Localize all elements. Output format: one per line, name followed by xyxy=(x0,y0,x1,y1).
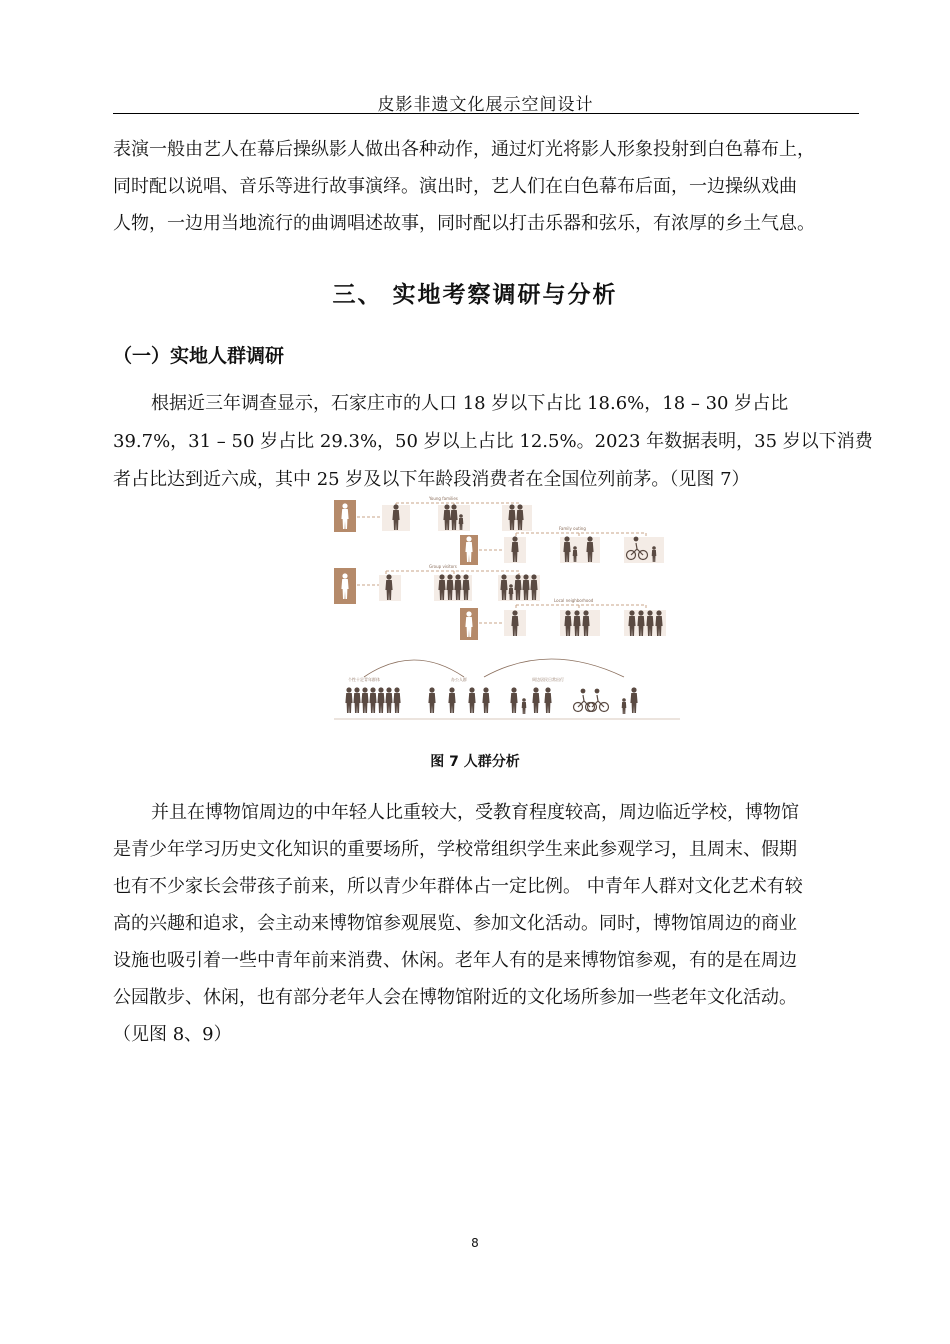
survey-line: 39.7%，31 – 50 岁占比 29.3%，50 岁以上占比 12.5%。2023 年数据表明，35 岁以下消费 xyxy=(113,431,873,452)
intro-paragraph xyxy=(113,131,863,242)
analysis-line: 并且在博物馆周边的中年轻人比重较大，受教育程度较高，周边临近学校，博物馆 xyxy=(151,802,799,823)
figure-label: 办公人群 xyxy=(451,677,467,682)
survey-line: 根据近三年调查显示，石家庄市的人口 18 岁以下占比 18.6%，18 – 30 岁占比 xyxy=(151,393,789,414)
portrait-group xyxy=(334,568,356,604)
portrait-local xyxy=(460,608,478,640)
header-rule xyxy=(113,113,859,114)
section-heading: 三、 实地考察调研与分析 xyxy=(332,282,618,308)
figure-label: Young families xyxy=(429,496,458,501)
portrait-family xyxy=(460,535,478,565)
crowd-row-1 xyxy=(382,504,532,531)
crowd-row-2 xyxy=(504,536,664,563)
figure-label: Family outing xyxy=(559,526,586,531)
analysis-line: 设施也吸引着一些中青年前来消费、休闲。老年人有的是来博物馆参观，有的是在周边 xyxy=(113,950,797,971)
intro-line: 人物，一边用当地流行的曲调唱述故事，同时配以打击乐器和弦乐，有浓厚的乡土气息。 xyxy=(113,213,815,234)
figure-caption: 图 7 人群分析 xyxy=(430,754,520,770)
survey-line: 者占比达到近六成，其中 25 岁及以下年龄段消费者在全国位列前茅。（见图 7） xyxy=(113,469,750,490)
bottom-arcs xyxy=(364,659,624,677)
analysis-line: 是青少年学习历史文化知识的重要场所，学校常组织学生来此参观学习，且周末、假期 xyxy=(113,839,797,860)
intro-line: 同时配以说唱、音乐等进行故事演绎。演出时，艺人们在白色幕布后面，一边操纵戏曲 xyxy=(113,176,797,197)
analysis-paragraph xyxy=(113,794,863,1053)
crowd-row-4 xyxy=(504,610,666,636)
analysis-line: （见图 8、9） xyxy=(113,1024,232,1045)
portrait-young xyxy=(334,500,356,532)
survey-paragraph xyxy=(113,385,873,499)
figure-label: 周边居民日常出行 xyxy=(532,677,564,682)
running-header: 皮影非遗文化展示空间设计 xyxy=(377,95,594,115)
bottom-crowd xyxy=(345,687,637,714)
figure-label: Local neighborhood xyxy=(554,598,594,603)
analysis-line: 也有不少家长会带孩子前来，所以青少年群体占一定比例。 中青年人群对文化艺术有较 xyxy=(113,876,803,897)
crowd-row-3 xyxy=(379,574,540,601)
figure-label: 个性十足青年群体 xyxy=(348,677,380,682)
page-number: 8 xyxy=(471,1236,479,1250)
intro-line: 表演一般由艺人在幕后操纵影人做出各种动作，通过灯光将影人形象投射到白色幕布上， xyxy=(113,139,815,160)
analysis-line: 公园散步、休闲，也有部分老年人会在博物馆附近的文化场所参加一些老年文化活动。 xyxy=(113,987,797,1008)
crowd-analysis-figure xyxy=(334,493,680,725)
analysis-line: 高的兴趣和追求，会主动来博物馆参观展览、参加文化活动。同时，博物馆周边的商业 xyxy=(113,913,797,934)
figure-label: Group visitors xyxy=(429,564,457,569)
subsection-heading: （一）实地人群调研 xyxy=(113,345,285,367)
